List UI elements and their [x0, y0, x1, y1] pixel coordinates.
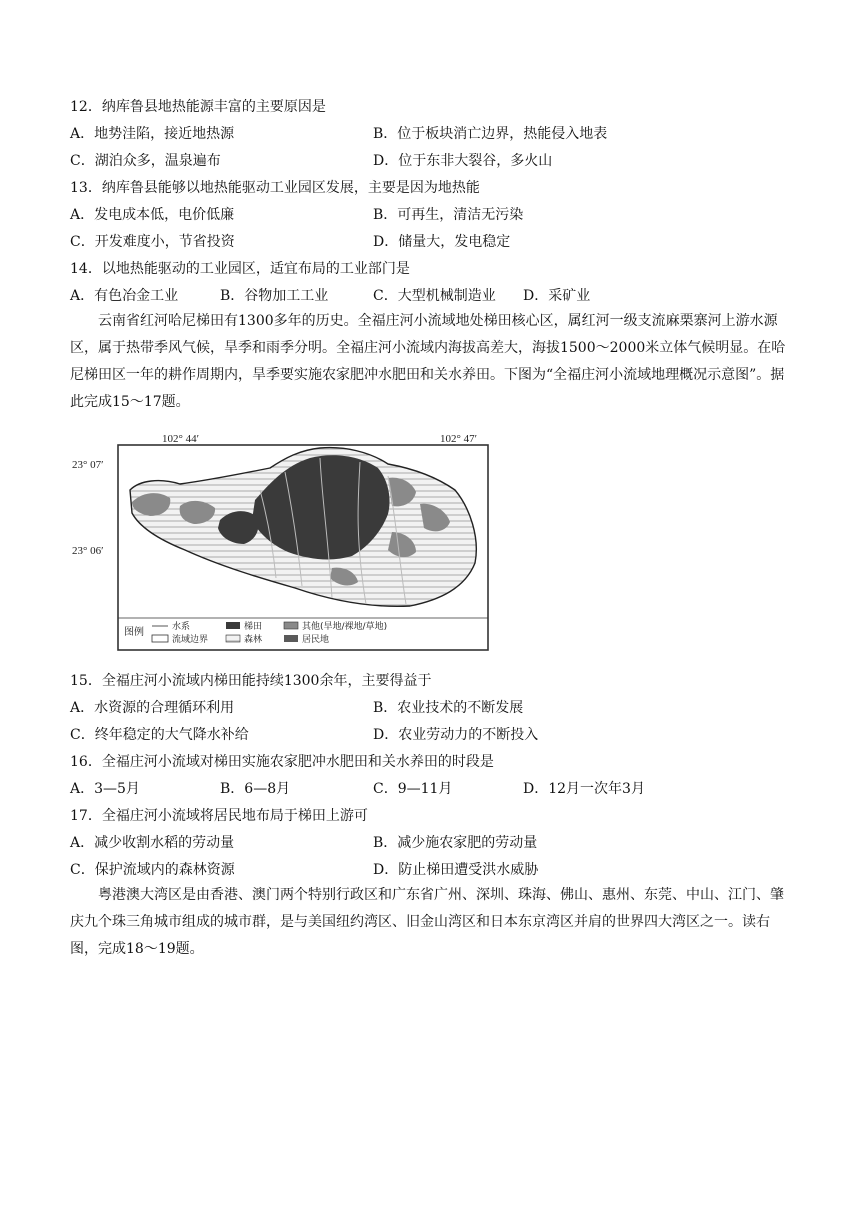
question-16-option-a: A．3—5月 [70, 781, 140, 797]
question-12-stem: 12．纳库鲁县地热能源丰富的主要原因是 [70, 99, 326, 115]
question-13-option-c: C．开发难度小，节省投资 [70, 234, 235, 250]
question-15-option-a: A．水资源的合理循环利用 [70, 700, 235, 716]
question-13-stem: 13．纳库鲁县能够以地热能驱动工业园区发展，主要是因为地热能 [70, 180, 480, 196]
question-16-option-b: B．6—8月 [220, 781, 291, 797]
legend-water: 水系 [172, 622, 191, 632]
question-17-stem: 17．全福庄河小流域将居民地布局于梯田上游可 [70, 808, 368, 824]
settlement-legend-icon [284, 635, 298, 642]
question-12-option-a: A．地势洼陷，接近地热源 [70, 126, 235, 142]
passage-greater-bay-area: 粤港澳大湾区是由香港、澳门两个特别行政区和广东省广州、深圳、珠海、佛山、惠州、东莞、中山、江门、肇庆九个珠三角城市组成的城市群，是与美国纽约湾区、旧金山湾区和日本东京湾区并肩的世界四大湾区之一。读右图，完成18～19题。 [70, 887, 784, 957]
legend-other: 其他(旱地/裸地/草地) [302, 622, 388, 632]
question-16-stem: 16．全福庄河小流域对梯田实施农家肥冲水肥田和关水养田的时段是 [70, 754, 494, 770]
forest-legend-icon [226, 635, 240, 642]
terrace-legend-icon [226, 622, 240, 629]
question-17-option-a: A．减少收割水稻的劳动量 [70, 835, 235, 851]
question-15-stem: 15．全福庄河小流域内梯田能持续1300余年，主要得益于 [70, 673, 432, 689]
question-14-stem: 14．以地热能驱动的工业园区，适宜布局的工业部门是 [70, 261, 410, 277]
quanfuzhuang-watershed-map [70, 428, 500, 658]
question-17-option-b: B．减少施农家肥的劳动量 [373, 835, 538, 851]
question-15-option-d: D．农业劳动力的不断投入 [373, 727, 539, 743]
question-15-option-c: C．终年稳定的大气降水补给 [70, 727, 249, 743]
legend-title: 图例 [124, 627, 144, 638]
question-12-option-b: B．位于板块消亡边界，热能侵入地表 [373, 126, 608, 142]
question-13-option-b: B．可再生，清洁无污染 [373, 207, 524, 223]
other-legend-icon [284, 622, 298, 629]
passage-hani-terraces: 云南省红河哈尼梯田有1300多年的历史。全福庄河小流域地处梯田核心区，属红河一级支流麻栗寨河上游水源区，属于热带季风气候，旱季和雨季分明。全福庄河小流域内海拔高差大，海拔1500～2000米立体气候明显。在哈尼梯田区一年的耕作周期内，旱季要实施农家肥冲水肥田和关水养田。下图为“全福庄河小流域地理概况示意图”。据此完成15～17题。 [70, 313, 786, 410]
question-14-option-c: C．大型机械制造业 [373, 288, 496, 304]
question-17-option-d: D．防止梯田遭受洪水威胁 [373, 862, 539, 878]
question-13-option-a: A．发电成本低，电价低廉 [70, 207, 235, 223]
question-12-option-c: C．湖泊众多，温泉遍布 [70, 153, 221, 169]
lon-left-label: 102° 44′ [162, 433, 200, 445]
lat-top-label: 23° 07′ [72, 459, 104, 471]
question-14-option-a: A．有色冶金工业 [70, 288, 179, 304]
legend-forest: 森林 [244, 635, 263, 645]
question-16-option-d: D．12月一次年3月 [523, 781, 645, 797]
question-16-option-c: C．9—11月 [373, 781, 453, 797]
legend-terrace: 梯田 [244, 622, 263, 632]
question-14-option-b: B．谷物加工工业 [220, 288, 329, 304]
legend-boundary: 流域边界 [172, 635, 209, 645]
question-12-option-d: D．位于东非大裂谷，多火山 [373, 153, 553, 169]
legend-settlement: 居民地 [302, 635, 330, 645]
question-13-option-d: D．储量大，发电稳定 [373, 234, 511, 250]
question-17-option-c: C．保护流域内的森林资源 [70, 862, 235, 878]
question-14-option-d: D．采矿业 [523, 288, 591, 304]
lon-right-label: 102° 47′ [440, 433, 478, 445]
lat-bottom-label: 23° 06′ [72, 545, 104, 557]
question-15-option-b: B．农业技术的不断发展 [373, 700, 524, 716]
